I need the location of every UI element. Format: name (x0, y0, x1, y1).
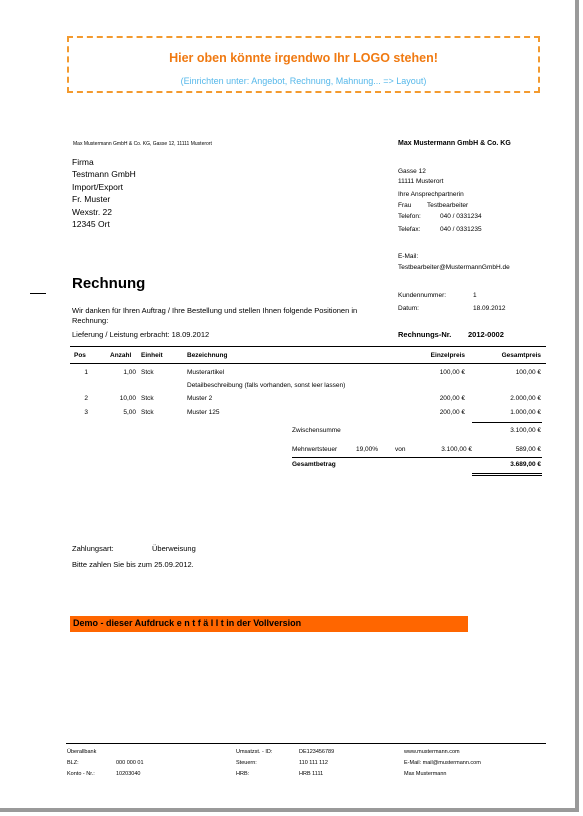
invoice-number-label: Rechnungs-Nr. (398, 330, 452, 339)
header-total: Gesamtpreis (501, 352, 541, 359)
demo-text (73, 618, 301, 628)
footer-konto-label: Konto - Nr.: (67, 771, 95, 777)
footer-blz-label: BLZ: (67, 760, 79, 766)
date-label: Datum: (398, 305, 419, 312)
header-price: Einzelpreis (430, 352, 465, 359)
recipient-line: Wexstr. 22 (72, 206, 112, 217)
contact-label: Ihre Ansprechpartnerin (398, 191, 464, 198)
table-cell-total: 2.000,00 € (510, 395, 541, 402)
contact-salutation: Frau (398, 202, 412, 209)
header-qty: Anzahl (110, 352, 132, 359)
footer-hrb-value: HRB 1111 (299, 771, 324, 777)
footer-hrb-label: HRB: (236, 771, 250, 777)
table-cell-unit: Stck (141, 409, 154, 416)
table-cell-desc: Muster 125 (187, 409, 220, 416)
phone-label: Telefon: (398, 213, 421, 220)
table-cell-unit: Stck (141, 369, 154, 376)
table-header-rule (70, 363, 546, 364)
payment-method-label: Zahlungsart: (72, 544, 114, 553)
email-label: E-Mail: (398, 253, 419, 260)
grand-total-value: 3.689,00 € (510, 461, 541, 468)
footer-web: www.mustermann.com (404, 749, 460, 755)
header-pos: Pos (74, 352, 86, 359)
recipient-address (72, 156, 136, 230)
recipient-line: Testmann GmbH (72, 169, 136, 180)
footer-rule (66, 743, 546, 744)
invoice-title: Rechnung (72, 275, 146, 292)
footer-ust-label: Umsatzst. - ID: (236, 749, 273, 755)
table-cell-price: 200,00 € (439, 395, 465, 402)
invoice-number-value: 2012-0002 (468, 330, 504, 339)
vat-value: 589,00 € (515, 446, 541, 453)
delivery-date: Lieferung / Leistung erbracht: 18.09.2012 (72, 330, 210, 339)
table-cell-total: 100,00 € (515, 369, 541, 376)
subtotal-value: 3.100,00 € (510, 427, 541, 434)
customer-number-label: Kundennummer: (398, 292, 447, 299)
customer-number-value: 1 (473, 292, 477, 299)
vat-base: 3.100,00 € (441, 446, 472, 453)
payment-method-value: Überweisung (152, 544, 196, 553)
payment-due-text: Bitte zahlen Sie bis zum 25.09.2012. (72, 560, 194, 569)
footer-owner: Max Mustermann (404, 771, 447, 777)
invoice-intro: Wir danken für Ihren Auftrag / Ihre Bestellung und stellen Ihnen folgende Positionen in Rechnung: (72, 306, 358, 325)
demo-text-prefix: Demo - dieser Aufdruck (73, 618, 177, 628)
phone-value: 040 / 0331234 (440, 213, 482, 220)
demo-text-spaced: e n t f ä l l t (176, 618, 224, 628)
table-cell-pos: 3 (84, 409, 88, 416)
grand-total-rule-2 (472, 475, 542, 476)
logo-placeholder (67, 36, 540, 93)
footer-blz-value: 000 000 01 (116, 760, 144, 766)
logo-title: Hier oben könnte irgendwo Ihr LOGO stehen! (169, 51, 438, 65)
sender-line: Max Mustermann GmbH & Co. KG, Gasse 12, 11111 Musterort (73, 141, 212, 147)
recipient-line: 12345 Ort (72, 219, 110, 230)
table-cell-pos: 2 (84, 395, 88, 402)
table-cell-unit: Stck (141, 395, 154, 402)
table-cell-price: 100,00 € (439, 369, 465, 376)
vat-label: Mehrwertsteuer (292, 446, 338, 453)
vat-rate: 19,00% (356, 446, 379, 453)
table-cell-total: 1.000,00 € (510, 409, 541, 416)
table-cell-qty: 10,00 (119, 395, 136, 402)
recipient-line: Firma (72, 157, 94, 167)
header-desc: Bezeichnung (187, 352, 228, 359)
footer-steuer-label: Steuern: (236, 760, 257, 766)
table-cell-qty: 1,00 (123, 369, 136, 376)
demo-text-suffix: in der Vollversion (223, 618, 302, 628)
company-name: Max Mustermann GmbH & Co. KG (398, 140, 511, 147)
fax-value: 040 / 0331235 (440, 226, 482, 233)
subtotal-rule (472, 422, 542, 423)
footer-ust-value: DE123456789 (299, 749, 335, 755)
table-top-rule (70, 346, 546, 347)
footer-email: E-Mail: mail@mustermann.com (404, 760, 481, 766)
footer-steuer-value: 110 111 112 (299, 760, 328, 766)
company-city: 11111 Musterort (398, 178, 444, 185)
fax-label: Telefax: (398, 226, 421, 233)
fold-mark (30, 293, 46, 294)
subtotal-label: Zwischensumme (292, 427, 341, 434)
total-rule (292, 457, 542, 458)
email-value: Testbearbeiter@MustermannGmbH.de (398, 264, 510, 271)
table-cell-detail: Detailbeschreibung (falls vorhanden, sonst leer lassen) (187, 382, 346, 389)
recipient-line: Import/Export (72, 181, 124, 192)
logo-subtitle: (Einrichten unter: Angebot, Rechnung, Mahnung... => Layout) (180, 76, 427, 86)
table-cell-price: 200,00 € (439, 409, 465, 416)
contact-name: Testbearbeiter (427, 202, 469, 209)
table-cell-pos: 1 (84, 369, 88, 376)
grand-total-label: Gesamtbetrag (292, 461, 336, 468)
date-value: 18.09.2012 (473, 305, 506, 312)
table-cell-qty: 5,00 (123, 409, 136, 416)
table-cell-desc: Musterartikel (187, 369, 225, 376)
demo-banner (70, 616, 468, 632)
header-unit: Einheit (141, 352, 163, 359)
grand-total-rule-1 (472, 473, 542, 474)
company-street: Gasse 12 (398, 168, 426, 175)
table-cell-desc: Muster 2 (187, 395, 213, 402)
footer-bank: Überallbank (67, 749, 97, 755)
recipient-line: Fr. Muster (72, 194, 111, 205)
footer-konto-value: 10203040 (116, 771, 141, 777)
vat-from: von (395, 446, 406, 453)
